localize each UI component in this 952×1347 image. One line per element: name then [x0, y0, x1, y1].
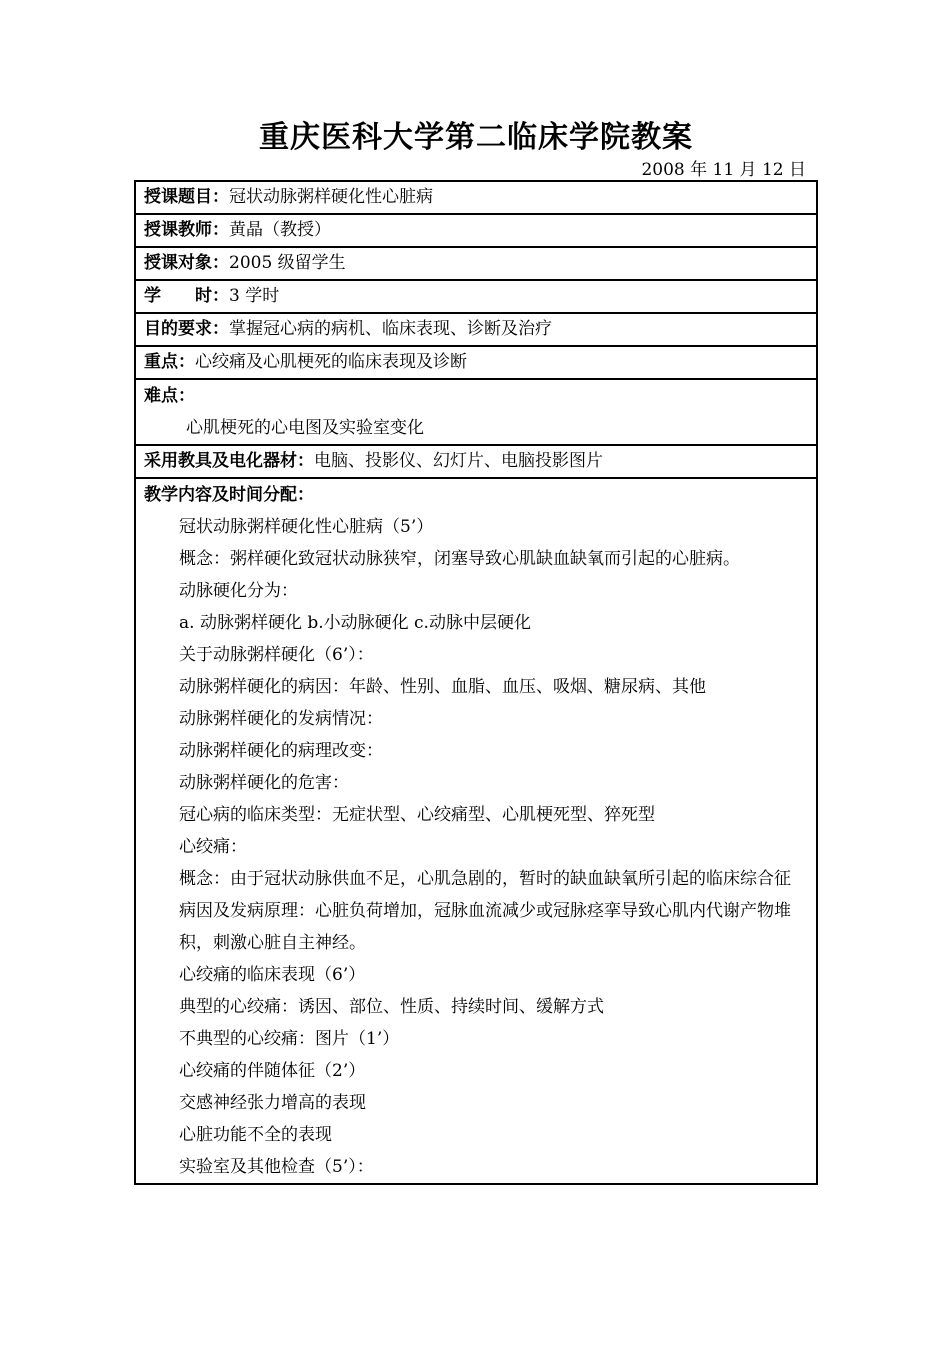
- lesson-plan-table: [134, 180, 818, 1185]
- row-objectives: [135, 313, 817, 346]
- content-line: 概念：由于冠状动脉供血不足，心肌急剧的，暂时的缺血缺氧所引起的临床综合征: [179, 869, 791, 889]
- content-line: 心脏功能不全的表现: [179, 1125, 332, 1145]
- topic-value: 冠状动脉粥样硬化性心脏病: [229, 187, 433, 207]
- row-audience: [135, 247, 817, 280]
- content-line: 心绞痛的伴随体征（2’）: [179, 1061, 366, 1081]
- audience-label: 授课对象：: [144, 253, 229, 273]
- objectives-value: 掌握冠心病的病机、临床表现、诊断及治疗: [229, 319, 552, 339]
- content-line: 实验室及其他检查（5’）：: [179, 1157, 374, 1177]
- row-equipment: [135, 445, 817, 478]
- row-content: [135, 478, 817, 1184]
- key-points-label: 重点：: [144, 352, 195, 372]
- content-line: 病因及发病原理：心脏负荷增加，冠脉血流减少或冠脉痉挛导致心肌内代谢产物堆积，刺激心脏自主神经。: [179, 901, 791, 953]
- equipment-label: 采用教具及电化器材：: [144, 451, 314, 471]
- difficulties-value: 心肌梗死的心电图及实验室变化: [186, 418, 424, 438]
- content-line: 动脉粥样硬化的危害：: [179, 773, 349, 793]
- content-line: 动脉粥样硬化的病理改变：: [179, 741, 383, 761]
- row-topic: [135, 181, 817, 214]
- teacher-value: 黄晶（教授）: [229, 220, 331, 240]
- content-line: 动脉硬化分为：: [179, 581, 298, 601]
- row-teacher: [135, 214, 817, 247]
- content-line: 心绞痛：: [179, 837, 247, 857]
- content-line: 关于动脉粥样硬化（6’）：: [179, 645, 374, 665]
- content-line: 不典型的心绞痛：图片（1’）: [179, 1029, 400, 1049]
- content-line: 概念：粥样硬化致冠状动脉狭窄，闭塞导致心肌缺血缺氧而引起的心脏病。: [179, 549, 740, 569]
- content-line: a. 动脉粥样硬化 b.小动脉硬化 c.动脉中层硬化: [179, 613, 531, 633]
- document-date: 2008 年 11 月 12 日: [641, 160, 806, 180]
- row-key-points: [135, 346, 817, 379]
- content-line: 交感神经张力增高的表现: [179, 1093, 366, 1113]
- content-line: 心绞痛的临床表现（6’）: [179, 965, 366, 985]
- hours-value: 3 学时: [229, 286, 280, 306]
- teacher-label: 授课教师：: [144, 220, 229, 240]
- row-hours: [135, 280, 817, 313]
- audience-value: 2005 级留学生: [229, 253, 346, 273]
- equipment-value: 电脑、投影仪、幻灯片、电脑投影图片: [314, 451, 603, 471]
- content-line: 冠心病的临床类型：无症状型、心绞痛型、心肌梗死型、猝死型: [179, 805, 655, 825]
- content-line: 冠状动脉粥样硬化性心脏病（5’）: [179, 517, 434, 537]
- topic-label: 授课题目：: [144, 187, 229, 207]
- difficulties-label: 难点：: [144, 386, 195, 406]
- row-difficulties: [135, 379, 817, 445]
- objectives-label: 目的要求：: [144, 319, 229, 339]
- content-label: 教学内容及时间分配：: [144, 485, 314, 505]
- content-line: 典型的心绞痛：诱因、部位、性质、持续时间、缓解方式: [179, 997, 604, 1017]
- content-line: 动脉粥样硬化的病因：年龄、性别、血脂、血压、吸烟、糖尿病、其他: [179, 677, 706, 697]
- document-title: 重庆医科大学第二临床学院教案: [259, 120, 693, 155]
- key-points-value: 心绞痛及心肌梗死的临床表现及诊断: [195, 352, 467, 372]
- content-line: 动脉粥样硬化的发病情况：: [179, 709, 383, 729]
- hours-label: 学 时：: [144, 286, 229, 306]
